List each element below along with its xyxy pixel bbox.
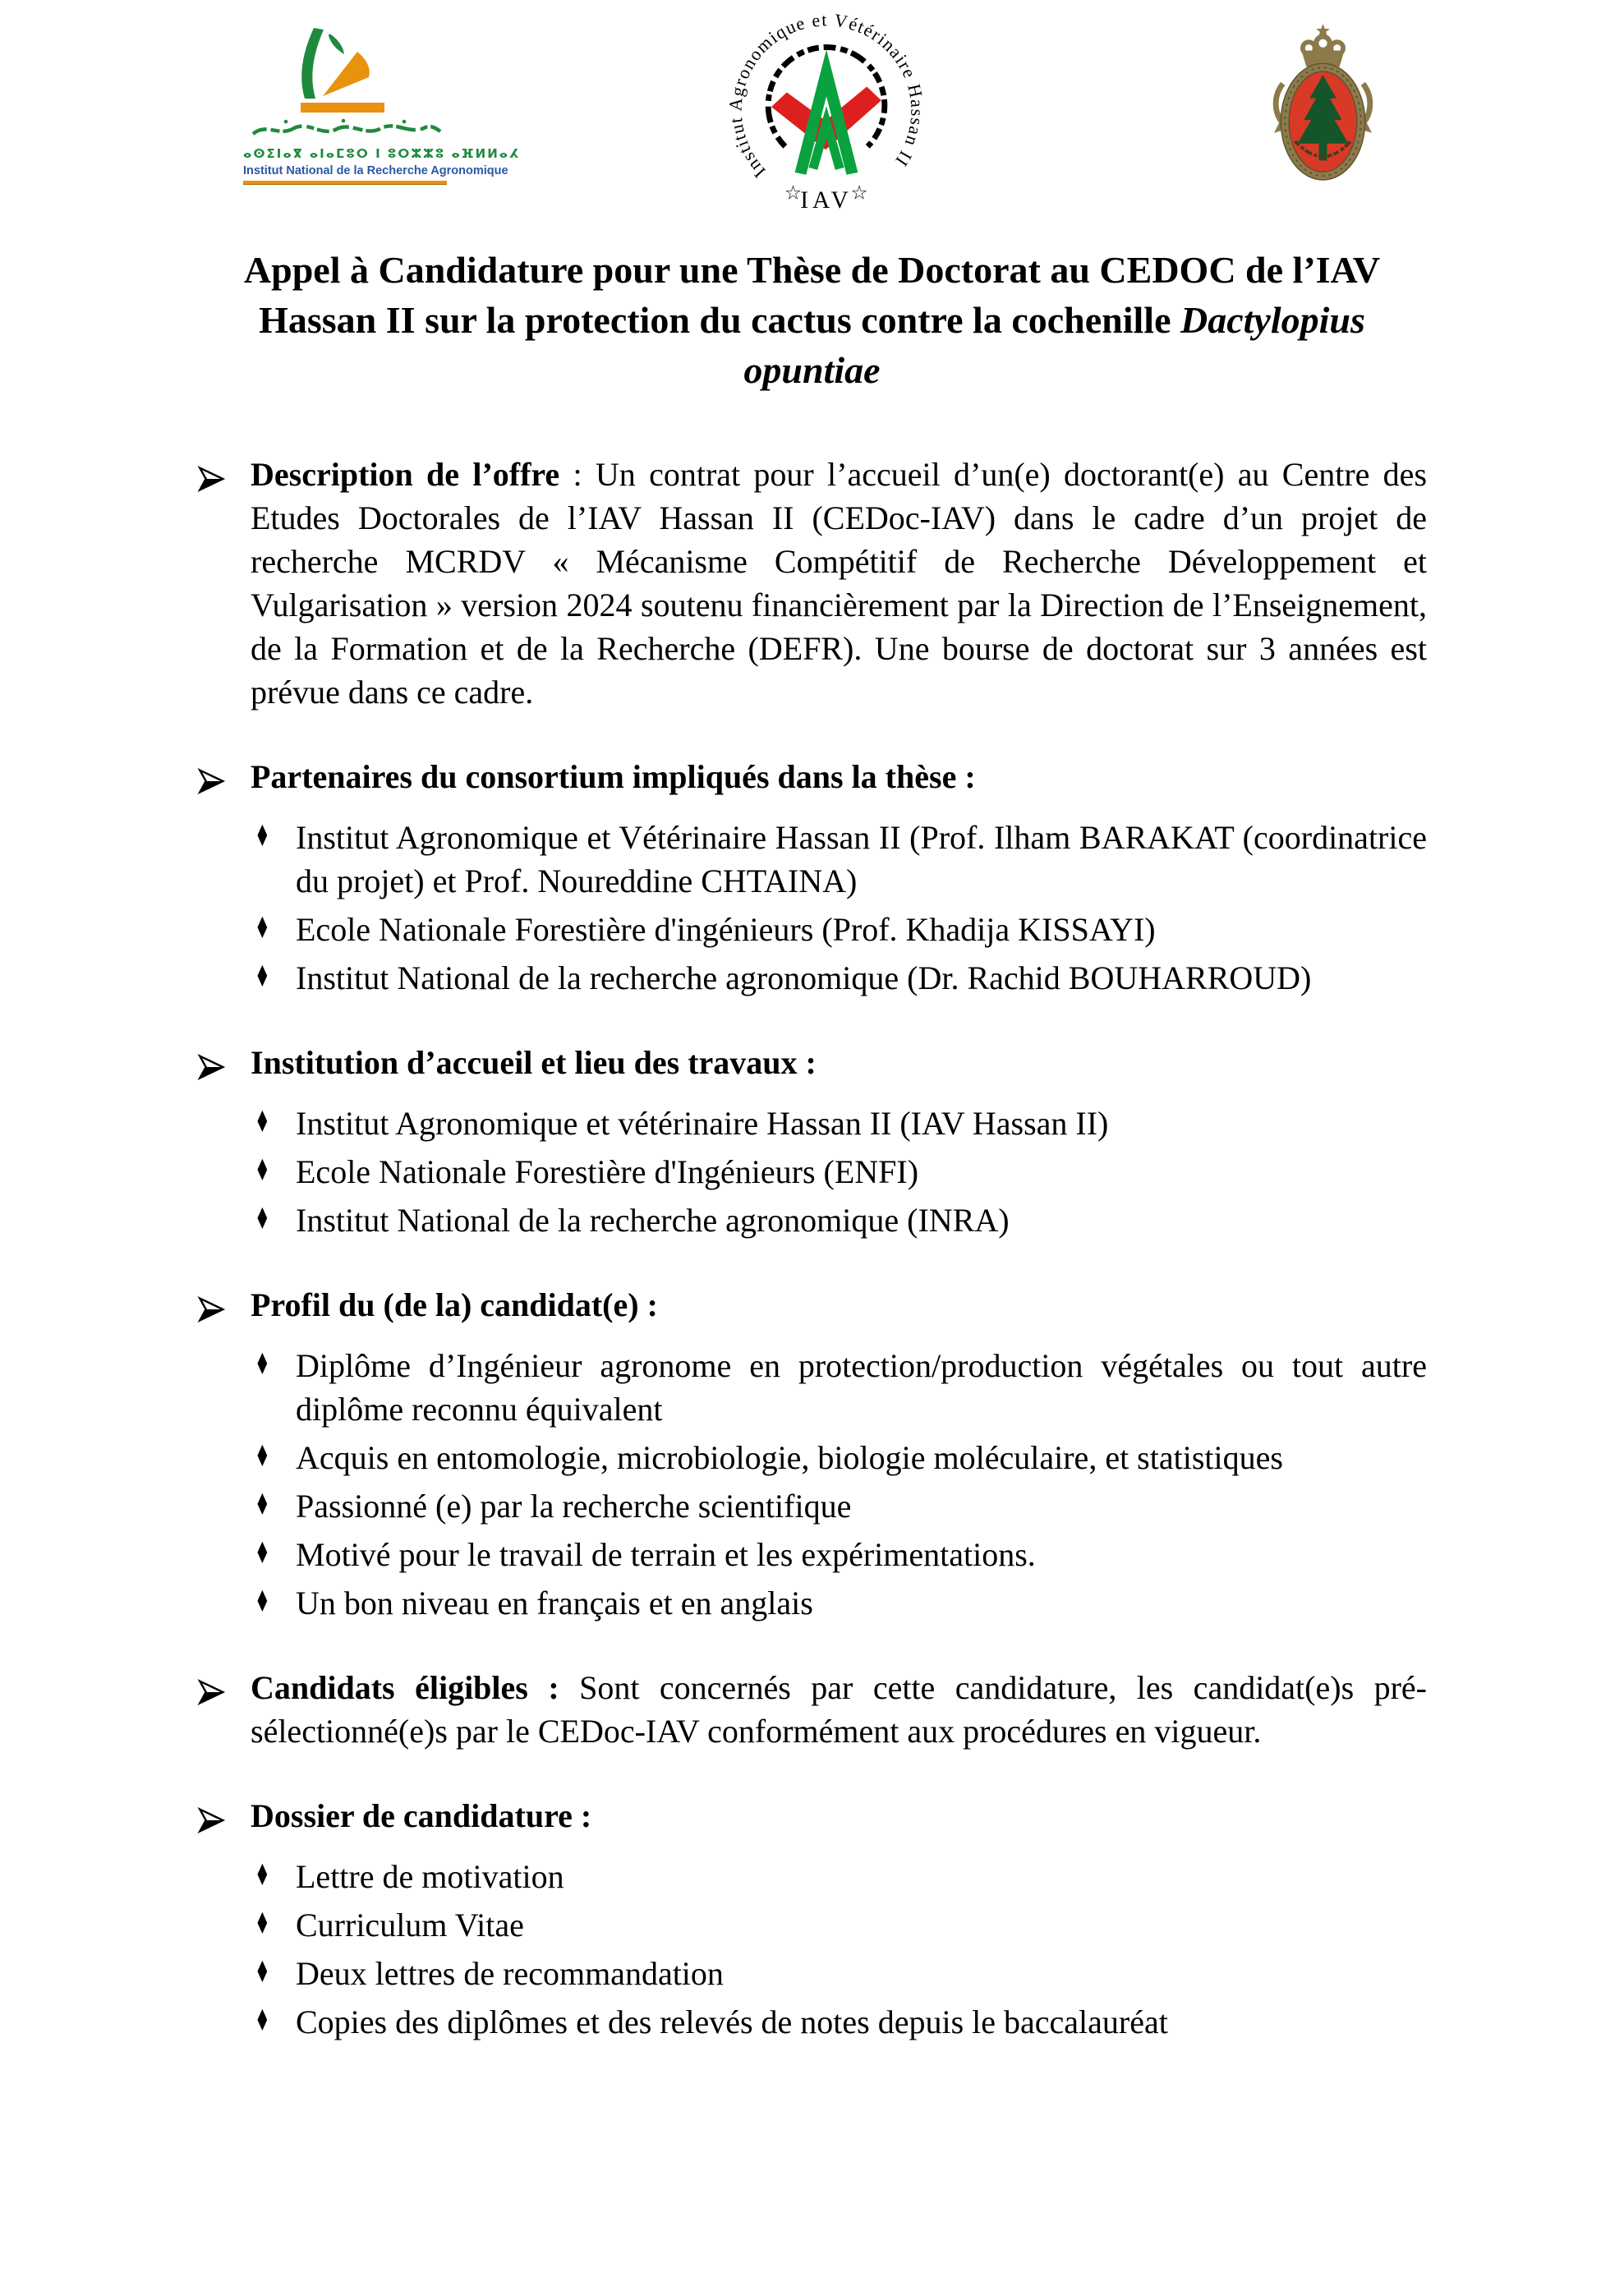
section-heading: Partenaires du consortium impliqués dans la thèse : xyxy=(251,755,1427,798)
iav-emblem-icon xyxy=(725,10,927,217)
title-line-1: Appel à Candidature pour une Thèse de Doctorat au CEDOC de l’IAV xyxy=(243,249,1381,291)
paragraph: Description de l’offre : Un contrat pour l’accueil d’un(e) doctorant(e) au Centre des Etudes Doctorales de l’IAV Hassan II (CEDoc-IAV) dans le cadre d’un projet de recherche MCRDV « Mécanisme Compétitif de Recherche Développement et Vulgarisation » version 2024 soutenu financièrement par la Direction de l’Enseignement, de la Formation et de la Recherche (DEFR). Une bourse de doctorat sur 3 années est prévue dans ce cadre. xyxy=(251,453,1427,714)
section-partenaires xyxy=(197,755,1427,1000)
list-item: ♦ Diplôme d’Ingénieur agronome en protection/production végétales ou tout autre diplôme reconnu équivalent xyxy=(255,1344,1427,1431)
list-item: ♦ Institut National de la recherche agronomique (Dr. Rachid BOUHARROUD) xyxy=(255,956,1427,1000)
page-title xyxy=(197,245,1427,395)
star-icon: ☆ xyxy=(784,181,803,205)
diamond-bullet-icon: ♦ xyxy=(255,1956,270,1990)
diamond-bullet-icon: ♦ xyxy=(255,1859,270,1893)
star-icon: ☆ xyxy=(850,181,868,205)
iav-logo xyxy=(725,10,927,221)
arrow-bullet-icon xyxy=(197,761,227,788)
list-item: ♦ Institut National de la recherche agronomique (INRA) xyxy=(255,1198,1427,1242)
arrow-bullet-icon xyxy=(197,1801,227,1827)
arrow-bullet-icon xyxy=(197,1290,227,1316)
diamond-bullet-icon: ♦ xyxy=(255,2004,270,2038)
paragraph: Candidats éligibles : Sont concernés par cette candidature, les candidat(e)s pré-sélectionné(e)s par le CEDoc-IAV conformément aux procédures en vigueur. xyxy=(251,1666,1427,1753)
diamond-bullet-icon: ♦ xyxy=(255,1106,270,1139)
diamond-bullet-icon: ♦ xyxy=(255,1440,270,1474)
section-heading: Candidats éligibles xyxy=(251,1669,528,1706)
list-item: ♦ Passionné (e) par la recherche scientifique xyxy=(255,1484,1427,1528)
list-item: ♦ Institut Agronomique et vétérinaire Hassan II (IAV Hassan II) xyxy=(255,1102,1427,1145)
section-heading: Profil du (de la) candidat(e) : xyxy=(251,1283,1427,1327)
section-dossier xyxy=(197,1794,1427,2044)
diamond-bullet-icon: ♦ xyxy=(255,1907,270,1941)
diamond-bullet-icon: ♦ xyxy=(255,912,270,945)
list-item: ♦ Un bon niveau en français et en anglais xyxy=(255,1581,1427,1625)
diamond-bullet-icon: ♦ xyxy=(255,960,270,994)
diamond-bullet-icon: ♦ xyxy=(255,1203,270,1236)
inra-latin-text: Institut National de la Recherche Agronomique xyxy=(243,164,508,177)
inra-logo xyxy=(243,21,521,185)
inra-tifinagh-text: ⴰⵙⵉⵏⴰⴳ ⴰⵏⴰⵎⵓⵔ ⵏ ⵓⵔⵣⵣⵓ ⴰⴼⵍⵍⴰⵃ xyxy=(243,146,521,161)
diamond-bullet-icon: ♦ xyxy=(255,1585,270,1619)
section-candidats xyxy=(197,1666,1427,1753)
list-item: ♦ Institut Agronomique et Vétérinaire Hassan II (Prof. Ilham BARAKAT (coordinatrice du projet) et Prof. Noureddine CHTAINA) xyxy=(255,816,1427,903)
arrow-bullet-icon xyxy=(197,1047,227,1074)
inra-emblem-icon xyxy=(243,21,447,114)
inra-underline xyxy=(243,181,447,185)
iav-acronym-text: IAV xyxy=(800,187,853,214)
list-item: ♦ Lettre de motivation xyxy=(255,1855,1427,1898)
iav-circular-text: Institut Agronomique et Vétérinaire Hassan II xyxy=(725,10,927,182)
list-item: ♦ Ecole Nationale Forestière d'Ingénieurs (ENFI) xyxy=(255,1150,1427,1194)
section-institution xyxy=(197,1041,1427,1242)
diamond-bullet-icon: ♦ xyxy=(255,1348,270,1382)
title-line-3: opuntiae xyxy=(743,349,881,391)
section-body-text: Un contrat pour l’accueil d’un(e) doctorant(e) au Centre des Etudes Doctorales de l’IAV Hassan II (CEDoc-IAV) dans le cadre d’un projet de recherche MCRDV « Mécanisme Compétitif de Recherche Développement et Vulgarisation » version 2024 soutenu financièrement par la Direction de l’Enseignement, de la Formation et de la Recherche (DEFR). Une bourse de doctorat sur 3 années est prévue dans ce cadre. xyxy=(251,456,1428,711)
list-item: ♦ Curriculum Vitae xyxy=(255,1903,1427,1947)
diamond-bullet-icon: ♦ xyxy=(255,1537,270,1571)
enfi-logo xyxy=(1272,23,1373,188)
list-item: ♦ Deux lettres de recommandation xyxy=(255,1952,1427,1995)
section-heading: Dossier de candidature : xyxy=(251,1794,1427,1838)
section-heading: Description de l’offre xyxy=(251,456,560,493)
list-item: ♦ Copies des diplômes et des relevés de notes depuis le baccalauréat xyxy=(255,2000,1427,2044)
list-item: ♦ Motivé pour le travail de terrain et les expérimentations. xyxy=(255,1533,1427,1576)
logo-header xyxy=(0,0,1624,222)
title-line-2: Hassan II sur la protection du cactus contre la cochenille Dactylopius xyxy=(259,299,1365,341)
section-description xyxy=(197,453,1427,714)
diamond-bullet-icon: ♦ xyxy=(255,1488,270,1522)
section-body-text: Sont concernés par cette candidature, les candidat(e)s pré-sélectionné(e)s par le CEDoc-IAV conformément aux procédures en vigueur. xyxy=(251,1669,1427,1750)
section-heading: Institution d’accueil et lieu des travaux : xyxy=(251,1041,1427,1084)
section-profil xyxy=(197,1283,1427,1625)
list-item: ♦ Ecole Nationale Forestière d'ingénieurs (Prof. Khadija KISSAYI) xyxy=(255,908,1427,951)
diamond-bullet-icon: ♦ xyxy=(255,820,270,853)
enfi-emblem-icon xyxy=(1272,23,1373,184)
arrow-bullet-icon xyxy=(197,459,227,485)
list-item: ♦ Acquis en entomologie, microbiologie, biologie moléculaire, et statistiques xyxy=(255,1436,1427,1479)
inra-arabic-script xyxy=(243,118,447,141)
arrow-bullet-icon xyxy=(197,1672,227,1699)
document-body xyxy=(197,453,1427,2085)
diamond-bullet-icon: ♦ xyxy=(255,1154,270,1188)
